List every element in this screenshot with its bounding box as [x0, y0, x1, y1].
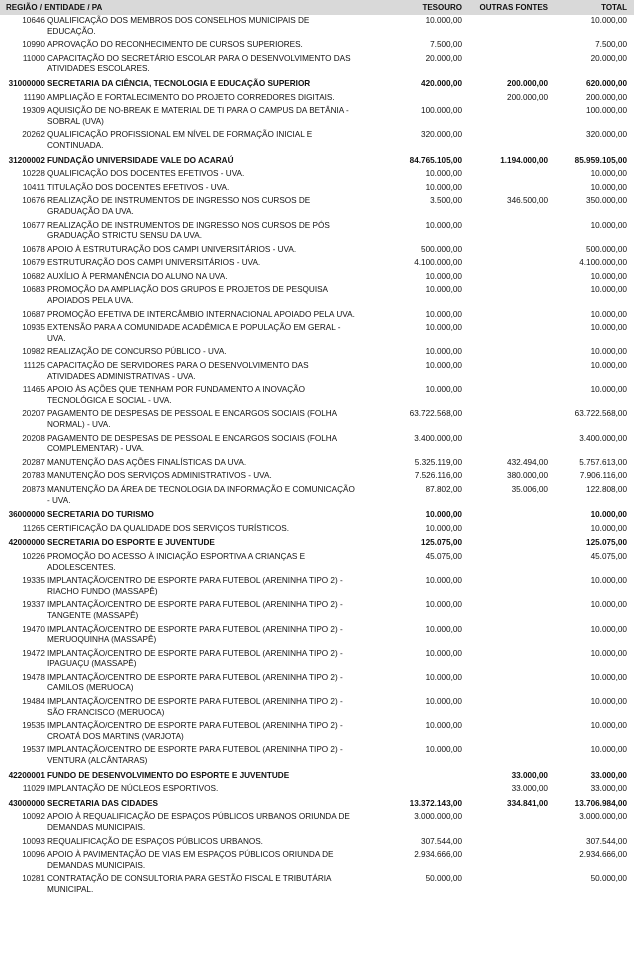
outras-fontes-value: 334.841,00 [507, 798, 548, 808]
action-code: 10411 [22, 182, 45, 192]
tesouro-value: 87.802,00 [425, 484, 462, 494]
entity-code: 36000000 [8, 510, 45, 520]
tesouro-value: 10.000,00 [425, 271, 462, 281]
total-value: 10.000,00 [590, 600, 627, 610]
header-total: TOTAL [550, 0, 634, 15]
action-row [0, 783, 634, 797]
total-value: 10.000,00 [590, 285, 627, 295]
action-code: 10683 [22, 285, 45, 295]
tesouro-value: 320.000,00 [421, 130, 462, 140]
outras-fontes-value [464, 849, 550, 873]
action-code: 19337 [22, 600, 45, 610]
action-description: PROMOÇÃO EFETIVA DE INTERCÂMBIO INTERNACIONAL APOIADO PELA UVA. [47, 309, 355, 319]
action-description: QUALIFICAÇÃO PROFISSIONAL EM NÍVEL DE FORMAÇÃO INICIAL E CONTINUADA. [47, 130, 313, 150]
entity-code: 31200002 [8, 155, 45, 165]
action-row [0, 168, 634, 182]
action-row [0, 360, 634, 384]
total-value: 100.000,00 [586, 106, 627, 116]
outras-fontes-value [464, 523, 550, 537]
entity-row [0, 508, 634, 523]
entity-code: 43000000 [8, 798, 45, 808]
outras-fontes-value [464, 271, 550, 285]
total-value: 10.000,00 [590, 697, 627, 707]
total-value: 10.000,00 [590, 182, 627, 192]
tesouro-value: 2.934.666,00 [414, 850, 462, 860]
tesouro-value: 4.100.000,00 [414, 258, 462, 268]
tesouro-value: 20.000,00 [425, 53, 462, 63]
total-value: 10.000,00 [590, 745, 627, 755]
outras-fontes-value: 432.494,00 [507, 457, 548, 467]
outras-fontes-value [464, 284, 550, 308]
outras-fontes-value [464, 508, 550, 523]
action-description: IMPLANTAÇÃO/CENTRO DE ESPORTE PARA FUTEBOL (ARENINHA TIPO 2) - CAMILOS (MERUOCA) [47, 672, 343, 693]
total-value: 2.934.666,00 [579, 850, 627, 860]
action-row [0, 599, 634, 623]
action-code: 10676 [22, 196, 45, 206]
action-description: EXTENSÃO PARA A COMUNIDADE ACADÊMICA E POPULAÇÃO EM GERAL - UVA. [47, 323, 341, 343]
outras-fontes-value [464, 309, 550, 323]
total-value: 307.544,00 [586, 836, 627, 846]
header-tesouro: TESOURO [364, 0, 464, 15]
tesouro-value: 10.000,00 [425, 510, 462, 520]
total-value: 10.000,00 [590, 309, 627, 319]
tesouro-value: 500.000,00 [421, 244, 462, 254]
action-code: 10677 [22, 220, 45, 230]
action-row [0, 811, 634, 835]
tesouro-value: 10.000,00 [425, 285, 462, 295]
total-value: 320.000,00 [586, 130, 627, 140]
action-row [0, 195, 634, 219]
action-row [0, 672, 634, 696]
tesouro-value: 10.000,00 [425, 576, 462, 586]
tesouro-value: 307.544,00 [421, 836, 462, 846]
action-code: 19335 [22, 576, 45, 586]
action-row [0, 105, 634, 129]
action-description: IMPLANTAÇÃO DE NÚCLEOS ESPORTIVOS. [47, 784, 219, 794]
action-code: 11029 [22, 784, 45, 794]
action-description: APOIO ÀS AÇÕES QUE TENHAM POR FUNDAMENTO A INOVAÇÃO TECNOLÓGICA E SOCIAL - UVA. [47, 385, 305, 405]
action-code: 10982 [22, 347, 45, 357]
tesouro-value: 10.000,00 [425, 721, 462, 731]
outras-fontes-value: 380.000,00 [507, 471, 548, 481]
total-value: 45.075,00 [590, 551, 627, 561]
total-value: 350.000,00 [586, 196, 627, 206]
tesouro-value: 10.000,00 [425, 361, 462, 371]
outras-fontes-value: 200.000,00 [507, 92, 548, 102]
entity-row [0, 769, 634, 784]
outras-fontes-value [464, 408, 550, 432]
tesouro-value: 125.075,00 [421, 538, 462, 548]
outras-fontes-value [464, 244, 550, 258]
tesouro-value: 84.765.105,00 [409, 155, 462, 165]
action-description: APOIO À PAVIMENTAÇÃO DE VIAS EM ESPAÇOS PÚBLICOS ORIUNDA DE DEMANDAS MUNICIPAIS. [47, 850, 334, 870]
action-code: 10646 [22, 16, 45, 25]
action-description: PAGAMENTO DE DESPESAS DE PESSOAL E ENCARGOS SOCIAIS (FOLHA COMPLEMENTAR) - UVA. [47, 433, 337, 454]
outras-fontes-value [464, 551, 550, 575]
action-row [0, 849, 634, 873]
action-row [0, 346, 634, 360]
outras-fontes-value [464, 322, 550, 346]
entity-code: 42200001 [8, 770, 45, 780]
action-description: IMPLANTAÇÃO/CENTRO DE ESPORTE PARA FUTEBOL (ARENINHA TIPO 2) - IPAGUAÇU (MASSAPÊ) [47, 648, 343, 669]
outras-fontes-value [464, 105, 550, 129]
action-row [0, 15, 634, 39]
entity-row [0, 77, 634, 92]
tesouro-value: 10.000,00 [425, 745, 462, 755]
outras-fontes-value: 33.000,00 [511, 770, 548, 780]
outras-fontes-value [464, 129, 550, 153]
outras-fontes-value [464, 39, 550, 53]
action-description: APOIO À ESTRUTURAÇÃO DOS CAMPI UNIVERSITÁRIOS - UVA. [47, 244, 297, 254]
outras-fontes-value: 346.500,00 [507, 196, 548, 206]
tesouro-value: 7.526.116,00 [414, 471, 462, 481]
action-code: 19470 [22, 624, 45, 634]
action-description: PAGAMENTO DE DESPESAS DE PESSOAL E ENCARGOS SOCIAIS (FOLHA NORMAL) - UVA. [47, 409, 337, 429]
total-value: 10.000,00 [590, 576, 627, 586]
outras-fontes-value [464, 648, 550, 672]
action-row [0, 457, 634, 471]
total-value: 10.000,00 [590, 721, 627, 731]
action-row [0, 433, 634, 457]
action-row [0, 92, 634, 106]
tesouro-value: 7.500,00 [430, 40, 462, 50]
action-code: 20287 [22, 457, 45, 467]
outras-fontes-value [464, 257, 550, 271]
outras-fontes-value: 1.194.000,00 [500, 155, 548, 165]
outras-fontes-value: 33.000,00 [511, 784, 548, 794]
outras-fontes-value: 200.000,00 [507, 78, 548, 88]
action-row [0, 384, 634, 408]
tesouro-value: 10.000,00 [425, 347, 462, 357]
action-code: 19472 [22, 648, 45, 658]
action-description: IMPLANTAÇÃO/CENTRO DE ESPORTE PARA FUTEBOL (ARENINHA TIPO 2) - SÃO FRANCISCO (MERUOCA) [47, 697, 343, 717]
tesouro-value: 420.000,00 [421, 78, 462, 88]
action-description: AMPLIAÇÃO E FORTALECIMENTO DO PROJETO CORREDORES DIGITAIS. [47, 92, 335, 102]
action-code: 10682 [22, 271, 45, 281]
total-value: 3.000.000,00 [579, 812, 627, 822]
action-row [0, 284, 634, 308]
action-description: CAPACITAÇÃO DE SERVIDORES PARA O DESENVOLVIMENTO DAS ATIVIDADES ADMINISTRATIVAS - UVA. [47, 361, 309, 381]
action-description: QUALIFICAÇÃO DOS DOCENTES EFETIVOS - UVA. [47, 169, 245, 179]
action-code: 10935 [22, 323, 45, 333]
total-value: 10.000,00 [590, 347, 627, 357]
action-description: AQUISIÇÃO DE NO-BREAK E MATERIAL DE TI PARA O CAMPUS DA BETÂNIA - SOBRAL (UVA) [47, 106, 349, 126]
tesouro-value: 10.000,00 [425, 624, 462, 634]
action-row [0, 836, 634, 850]
outras-fontes-value [464, 696, 550, 720]
tesouro-value: 3.400.000,00 [414, 433, 462, 443]
action-description: PROMOÇÃO DA AMPLIAÇÃO DOS GRUPOS E PROJETOS DE PESQUISA APOIADOS PELA UVA. [47, 285, 328, 306]
total-value: 4.100.000,00 [579, 258, 627, 268]
action-code: 11265 [22, 523, 45, 533]
action-row [0, 624, 634, 648]
action-row [0, 551, 634, 575]
action-description: IMPLANTAÇÃO/CENTRO DE ESPORTE PARA FUTEBOL (ARENINHA TIPO 2) - RIACHO FUNDO (MASSAPÊ) [47, 576, 343, 596]
action-row [0, 575, 634, 599]
total-value: 10.000,00 [590, 648, 627, 658]
action-row [0, 322, 634, 346]
tesouro-value: 10.000,00 [425, 600, 462, 610]
header-outras-fontes: OUTRAS FONTES [464, 0, 550, 15]
action-description: MANUTENÇÃO DOS SERVIÇOS ADMINISTRATIVOS - UVA. [47, 471, 272, 481]
action-code: 10096 [22, 850, 45, 860]
action-row [0, 720, 634, 744]
action-row [0, 53, 634, 77]
tesouro-value: 63.722.568,00 [409, 409, 462, 419]
tesouro-value: 10.000,00 [425, 672, 462, 682]
action-row [0, 696, 634, 720]
total-value: 10.000,00 [590, 510, 627, 520]
action-description: IMPLANTAÇÃO/CENTRO DE ESPORTE PARA FUTEBOL (ARENINHA TIPO 2) - MERUOQUINHA (MASSAPÊ) [47, 624, 343, 645]
header-region: REGIÃO / ENTIDADE / PA [0, 0, 364, 15]
tesouro-value: 13.372.143,00 [409, 798, 462, 808]
tesouro-value: 10.000,00 [425, 648, 462, 658]
tesouro-value: 5.325.119,00 [414, 457, 462, 467]
action-description: IMPLANTAÇÃO/CENTRO DE ESPORTE PARA FUTEBOL (ARENINHA TIPO 2) - VENTURA (ALCÂNTARAS) [47, 745, 343, 766]
tesouro-value: 10.000,00 [425, 385, 462, 395]
tesouro-value: 10.000,00 [425, 220, 462, 230]
outras-fontes-value [464, 599, 550, 623]
tesouro-value: 3.500,00 [430, 196, 462, 206]
action-row [0, 220, 634, 244]
outras-fontes-value [464, 744, 550, 768]
entity-name: SECRETARIA DAS CIDADES [47, 798, 158, 808]
action-row [0, 484, 634, 508]
outras-fontes-value [464, 672, 550, 696]
action-row [0, 309, 634, 323]
action-description: TITULAÇÃO DOS DOCENTES EFETIVOS - UVA. [47, 182, 230, 192]
tesouro-value [364, 92, 464, 106]
action-row [0, 648, 634, 672]
action-row [0, 129, 634, 153]
total-value: 63.722.568,00 [574, 409, 627, 419]
action-code: 10678 [22, 244, 45, 254]
tesouro-value: 100.000,00 [421, 106, 462, 116]
action-code: 10679 [22, 258, 45, 268]
outras-fontes-value [464, 168, 550, 182]
action-description: MANUTENÇÃO DAS AÇÕES FINALÍSTICAS DA UVA. [47, 457, 247, 467]
action-description: AUXÍLIO À PERMANÊNCIA DO ALUNO NA UVA. [47, 271, 228, 281]
total-value: 33.000,00 [590, 784, 627, 794]
action-row [0, 182, 634, 196]
action-code: 11000 [22, 53, 45, 63]
action-description: REALIZAÇÃO DE INSTRUMENTOS DE INGRESSO NOS CURSOS DE GRADUAÇÃO DA UVA. [47, 196, 311, 216]
action-description: CONTRATAÇÃO DE CONSULTORIA PARA GESTÃO FISCAL E TRIBUTÁRIA MUNICIPAL. [47, 874, 332, 894]
action-row [0, 244, 634, 258]
tesouro-value: 10.000,00 [425, 169, 462, 179]
tesouro-value: 10.000,00 [425, 182, 462, 192]
action-description: REALIZAÇÃO DE INSTRUMENTOS DE INGRESSO NOS CURSOS DE PÓS GRADUAÇÃO STRICTU SENSU DA UVA. [47, 220, 330, 241]
action-description: IMPLANTAÇÃO/CENTRO DE ESPORTE PARA FUTEBOL (ARENINHA TIPO 2) - TANGENTE (MASSAPÊ) [47, 600, 343, 620]
entity-name: SECRETARIA DO ESPORTE E JUVENTUDE [47, 538, 215, 548]
action-row [0, 744, 634, 768]
tesouro-value: 10.000,00 [425, 16, 462, 25]
action-code: 10687 [22, 309, 45, 319]
action-code: 19309 [22, 106, 45, 116]
outras-fontes-value [464, 53, 550, 77]
total-value: 50.000,00 [590, 874, 627, 884]
action-description: IMPLANTAÇÃO/CENTRO DE ESPORTE PARA FUTEBOL (ARENINHA TIPO 2) - CROATÁ DOS MARTINS (VARJOTA) [47, 721, 343, 741]
total-value: 10.000,00 [590, 672, 627, 682]
action-code: 10093 [22, 836, 45, 846]
tesouro-value [364, 783, 464, 797]
action-code: 20208 [22, 433, 45, 443]
action-row [0, 873, 634, 897]
entity-name: FUNDAÇÃO UNIVERSIDADE VALE DO ACARAÚ [47, 155, 234, 165]
outras-fontes-value: 35.006,00 [511, 484, 548, 494]
action-row [0, 470, 634, 484]
action-description: APROVAÇÃO DO RECONHECIMENTO DE CURSOS SUPERIORES. [47, 40, 303, 50]
action-row [0, 408, 634, 432]
entity-row [0, 797, 634, 812]
action-code: 19537 [22, 745, 45, 755]
tesouro-value: 50.000,00 [425, 874, 462, 884]
total-value: 5.757.613,00 [579, 457, 627, 467]
outras-fontes-value [464, 575, 550, 599]
total-value: 500.000,00 [586, 244, 627, 254]
action-code: 10228 [22, 169, 45, 179]
total-value: 3.400.000,00 [579, 433, 627, 443]
entity-code: 42000000 [8, 538, 45, 548]
action-description: PROMOÇÃO DO ACESSO À INICIAÇÃO ESPORTIVA A CRIANÇAS E ADOLESCENTES. [47, 551, 306, 572]
total-value: 10.000,00 [590, 323, 627, 333]
action-description: CERTIFICAÇÃO DA QUALIDADE DOS SERVIÇOS TURÍSTICOS. [47, 523, 290, 533]
total-value: 10.000,00 [590, 385, 627, 395]
action-code: 20783 [22, 471, 45, 481]
action-row [0, 523, 634, 537]
action-description: QUALIFICAÇÃO DOS MEMBROS DOS CONSELHOS MUNICIPAIS DE EDUCAÇÃO. [47, 16, 310, 36]
total-value: 122.808,00 [586, 484, 627, 494]
action-row [0, 257, 634, 271]
tesouro-value: 45.075,00 [425, 551, 462, 561]
table-header [0, 0, 634, 15]
action-code: 20207 [22, 409, 45, 419]
total-value: 33.000,00 [590, 770, 627, 780]
action-row [0, 39, 634, 53]
tesouro-value: 10.000,00 [425, 309, 462, 319]
action-code: 11465 [22, 385, 45, 395]
tesouro-value: 10.000,00 [425, 697, 462, 707]
action-code: 19478 [22, 672, 45, 682]
total-value: 620.000,00 [586, 78, 627, 88]
action-row [0, 271, 634, 285]
outras-fontes-value [464, 720, 550, 744]
total-value: 7.906.116,00 [579, 471, 627, 481]
action-code: 20873 [22, 484, 45, 494]
action-code: 20262 [22, 130, 45, 140]
outras-fontes-value [464, 15, 550, 39]
tesouro-value: 10.000,00 [425, 323, 462, 333]
outras-fontes-value [464, 873, 550, 897]
entity-row [0, 536, 634, 551]
entity-name: SECRETARIA DA CIÊNCIA, TECNOLOGIA E EDUCAÇÃO SUPERIOR [47, 78, 311, 88]
outras-fontes-value [464, 360, 550, 384]
action-code: 11125 [23, 361, 45, 371]
action-code: 19535 [22, 721, 45, 731]
action-code: 11190 [23, 92, 45, 102]
tesouro-value: 3.000.000,00 [414, 812, 462, 822]
action-description: REALIZAÇÃO DE CONCURSO PÚBLICO - UVA. [47, 347, 227, 357]
action-code: 10226 [22, 551, 45, 561]
total-value: 85.959.105,00 [574, 155, 627, 165]
entity-row [0, 154, 634, 169]
total-value: 7.500,00 [595, 40, 627, 50]
total-value: 10.000,00 [590, 361, 627, 371]
action-description: ESTRUTURAÇÃO DOS CAMPI UNIVERSITÁRIOS - UVA. [47, 258, 261, 268]
outras-fontes-value [464, 182, 550, 196]
action-code: 10990 [22, 40, 45, 50]
outras-fontes-value [464, 811, 550, 835]
tesouro-value [364, 769, 464, 784]
header-row [0, 0, 634, 15]
action-description: MANUTENÇÃO DA ÁREA DE TECNOLOGIA DA INFORMAÇÃO E COMUNICAÇÃO - UVA. [47, 484, 355, 505]
outras-fontes-value [464, 220, 550, 244]
total-value: 20.000,00 [590, 53, 627, 63]
entity-name: SECRETARIA DO TURISMO [47, 510, 154, 520]
outras-fontes-value [464, 384, 550, 408]
total-value: 10.000,00 [590, 271, 627, 281]
action-code: 19484 [22, 697, 45, 707]
outras-fontes-value [464, 536, 550, 551]
table-body [0, 15, 634, 898]
outras-fontes-value [464, 836, 550, 850]
outras-fontes-value [464, 346, 550, 360]
total-value: 200.000,00 [586, 92, 627, 102]
action-code: 10281 [22, 874, 45, 884]
total-value: 10.000,00 [590, 169, 627, 179]
total-value: 10.000,00 [590, 523, 627, 533]
total-value: 10.000,00 [590, 624, 627, 634]
action-description: APOIO À REQUALIFICAÇÃO DE ESPAÇOS PÚBLICOS URBANOS ORIUNDA DE DEMANDAS MUNICIPAIS. [47, 812, 350, 832]
entity-name: FUNDO DE DESENVOLVIMENTO DO ESPORTE E JUVENTUDE [47, 770, 290, 780]
total-value: 13.706.984,00 [574, 798, 627, 808]
action-description: CAPACITAÇÃO DO SECRETÁRIO ESCOLAR PARA O DESENVOLVIMENTO DAS ATIVIDADES ESCOLARES. [47, 53, 351, 74]
total-value: 125.075,00 [586, 538, 627, 548]
entity-code: 31000000 [8, 78, 45, 88]
action-code: 10092 [22, 812, 45, 822]
tesouro-value: 10.000,00 [425, 523, 462, 533]
outras-fontes-value [464, 433, 550, 457]
total-value: 10.000,00 [590, 220, 627, 230]
action-description: REQUALIFICAÇÃO DE ESPAÇOS PÚBLICOS URBANOS. [47, 836, 263, 846]
outras-fontes-value [464, 624, 550, 648]
total-value: 10.000,00 [590, 16, 627, 25]
